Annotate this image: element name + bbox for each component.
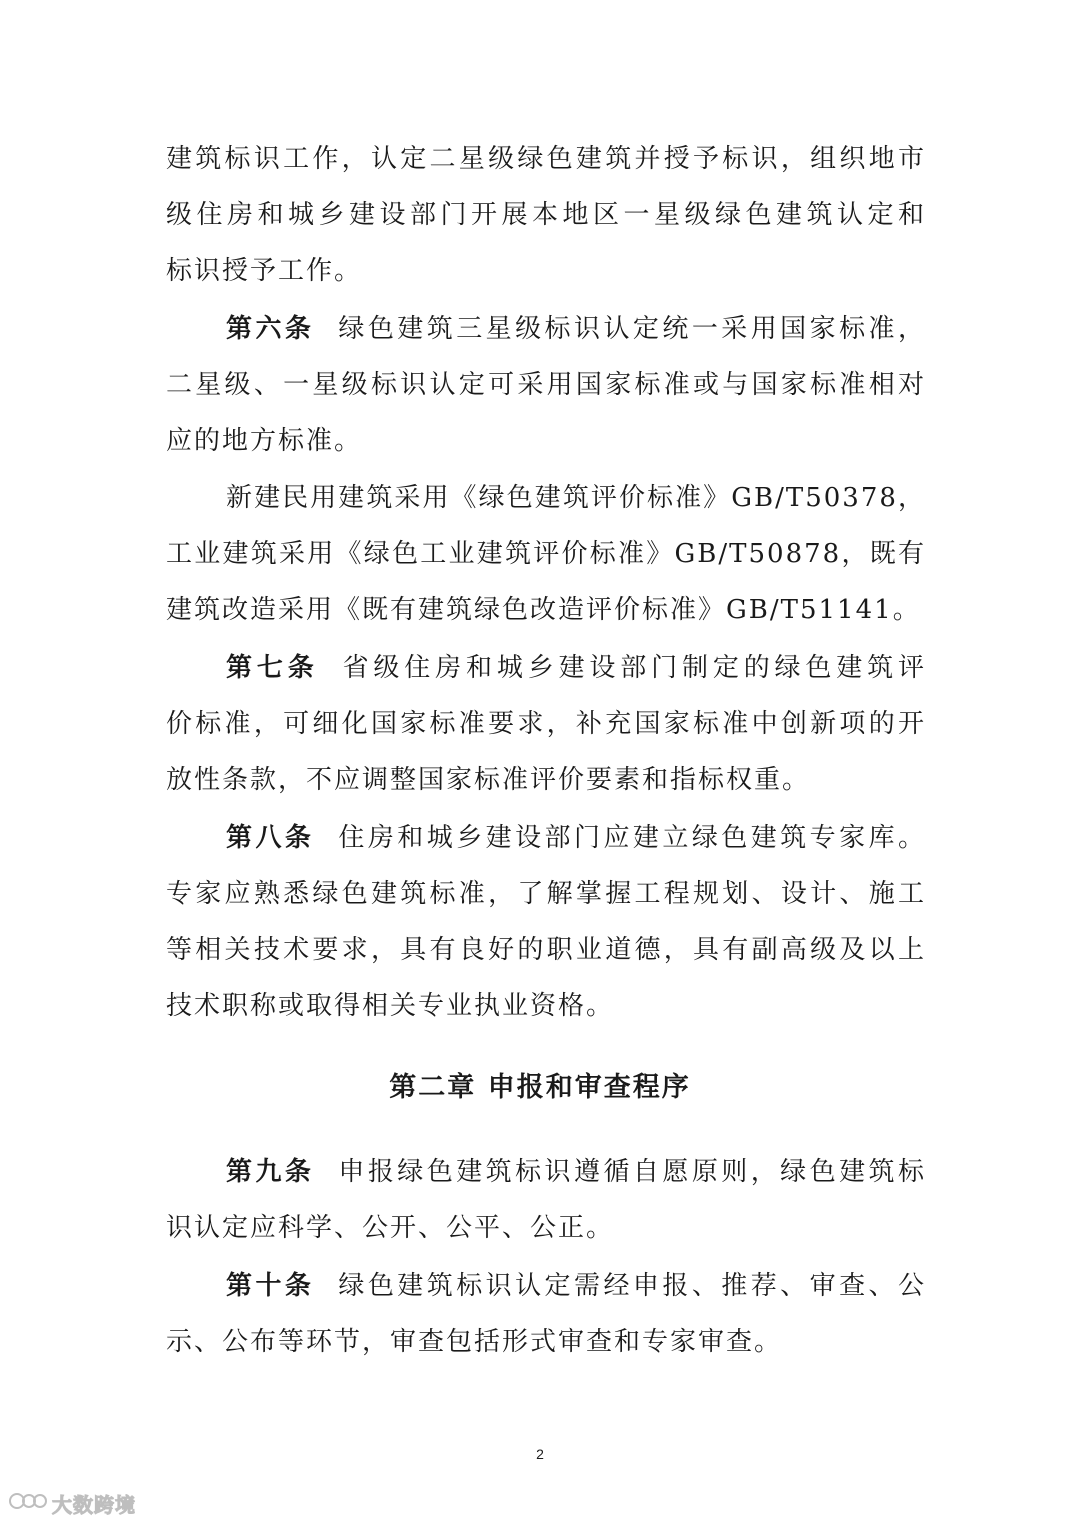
text-line: 标识授予工作。 (166, 256, 363, 286)
article-label: 第八条 (226, 823, 315, 853)
watermark (8, 1488, 136, 1518)
article-label: 第七条 (226, 653, 319, 683)
text-line: 建筑标识工作，认定二星级绿色建筑并授予标识，组织地市 (166, 144, 926, 174)
watermark-logo-icon (8, 1488, 48, 1518)
article-text: 住房和城乡建设部门应建立绿色建筑专家库。 (338, 823, 926, 853)
watermark-text: 大数跨境 (52, 1492, 136, 1517)
text-line: 等相关技术要求，具有良好的职业道德，具有副高级及以上 (166, 935, 926, 965)
article-text: 绿色建筑三星级标识认定统一采用国家标准， (338, 314, 926, 344)
article-nine-line (226, 1152, 926, 1192)
article-text: 绿色建筑标识认定需经申报、推荐、审查、公 (338, 1271, 926, 1301)
text-line: 级住房和城乡建设部门开展本地区一星级绿色建筑认定和 (166, 200, 926, 230)
text-line: 应的地方标准。 (166, 426, 363, 456)
article-label: 第六条 (226, 314, 315, 344)
text-line: 二星级、一星级标识认定可采用国家标准或与国家标准相对 (166, 370, 926, 400)
text-line: 专家应熟悉绿色建筑标准，了解掌握工程规划、设计、施工 (166, 879, 926, 909)
text-line: 建筑改造采用《既有建筑绿色改造评价标准》GB/T51141。 (166, 595, 921, 625)
article-seven-line (226, 648, 926, 688)
text-line: 放性条款，不应调整国家标准评价要素和指标权重。 (166, 765, 811, 795)
article-label: 第九条 (226, 1157, 315, 1187)
chapter-title: 第二章 申报和审查程序 (389, 1072, 691, 1103)
text-line: 识认定应科学、公开、公平、公正。 (166, 1213, 615, 1243)
text-line: 技术职称或取得相关专业执业资格。 (166, 991, 615, 1021)
article-six-line (226, 309, 926, 349)
article-ten-line (226, 1266, 926, 1306)
text-line: 价标准，可细化国家标准要求，补充国家标准中创新项的开 (166, 709, 926, 739)
article-eight-line (226, 818, 926, 858)
text-line: 示、公布等环节，审查包括形式审查和专家审查。 (166, 1327, 783, 1357)
article-text: 申报绿色建筑标识遵循自愿原则，绿色建筑标 (338, 1157, 926, 1187)
article-label: 第十条 (226, 1271, 315, 1301)
text-line: 工业建筑采用《绿色工业建筑评价标准》GB/T50878，既有 (166, 539, 926, 569)
page-number: 2 (536, 1446, 544, 1462)
article-text: 省级住房和城乡建设部门制定的绿色建筑评 (342, 653, 926, 683)
text-line: 新建民用建筑采用《绿色建筑评价标准》GB/T50378， (226, 483, 926, 513)
